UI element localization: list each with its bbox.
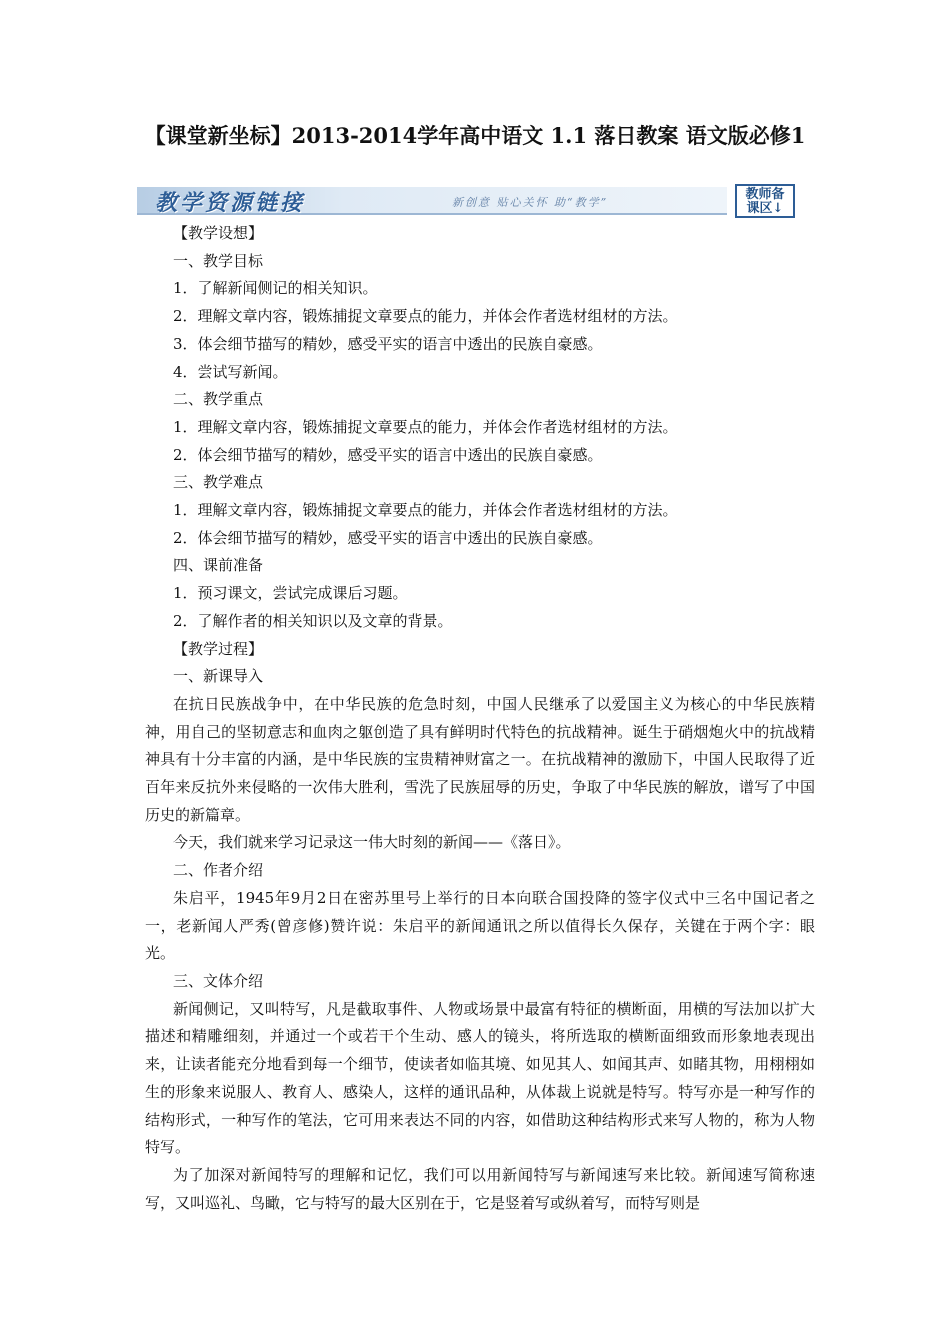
heading-key-points: 二、教学重点	[173, 390, 264, 409]
list-item: 2．理解文章内容，锻炼捕捉文章要点的能力，并体会作者选材组材的方法。	[173, 307, 678, 326]
paragraph-author: 朱启平，1945年9月2日在密苏里号上举行的日本向联合国投降的签字仪式中三名中国记者之一，老新闻人严秀(曾彦修)赞许说：朱启平的新闻通讯之所以值得长久保存，关键在于两个字：眼光。	[145, 888, 815, 963]
paragraph-intro-2: 今天，我们就来学习记录这一伟大时刻的新闻——《落日》。	[173, 833, 571, 852]
heading-author: 二、作者介绍	[173, 861, 264, 880]
paragraph-intro-1: 在抗日民族战争中，在中华民族的危急时刻，中国人民继承了以爱国主义为核心的中华民族精神，用自己的坚韧意志和血肉之躯创造了具有鲜明时代特色的抗战精神。诞生于硝烟炮火中的抗战精神具有十分丰富的内涵，是中华民族的宝贵精神财富之一。在抗战精神的激励下，中国人民取得了近百年来反抗外来侵略的一次伟大胜利，雪洗了民族屈辱的历史，争取了中华民族的解放，谱写了中国历史的新篇章。	[145, 694, 815, 824]
list-item: 1．了解新闻侧记的相关知识。	[173, 279, 378, 298]
teacher-area-badge	[735, 184, 795, 218]
section-header-design: 【教学设想】	[173, 224, 264, 242]
heading-preparation: 四、课前准备	[173, 556, 264, 575]
list-item: 3．体会细节描写的精妙，感受平实的语言中透出的民族自豪感。	[173, 334, 603, 353]
paragraph-genre-2: 为了加深对新闻特写的理解和记忆，我们可以用新闻特写与新闻速写来比较。新闻速写简称速写，又叫巡礼、鸟瞰，它与特写的最大区别在于，它是竖着写或纵着写，而特写则是	[145, 1165, 815, 1212]
heading-genre: 三、文体介绍	[173, 971, 264, 990]
section-header-process: 【教学过程】	[173, 639, 264, 658]
list-item: 1．理解文章内容，锻炼捕捉文章要点的能力，并体会作者选材组材的方法。	[173, 417, 678, 436]
badge-line-2: 课区↓	[746, 201, 784, 216]
banner-title: 教学资源链接	[155, 190, 306, 216]
heading-goals: 一、教学目标	[173, 251, 264, 270]
document-body	[145, 220, 815, 1217]
list-item: 1．预习课文，尝试完成课后习题。	[173, 584, 408, 603]
list-item: 4．尝试写新闻。	[173, 362, 288, 381]
list-item: 2．体会细节描写的精妙，感受平实的语言中透出的民族自豪感。	[173, 528, 603, 547]
document-title: 【课堂新坐标】2013-2014学年高中语文 1.1 落日教案 语文版必修1	[144, 123, 806, 148]
paragraph-genre-1: 新闻侧记，又叫特写，凡是截取事件、人物或场景中最富有特征的横断面，用横的写法加以扩大描述和精雕细刻，并通过一个或若干个生动、感人的镜头，将所选取的横断面细致而形象地表现出来，让读者能充分地看到每一个细节，使读者如临其境、如见其人、如闻其声、如睹其物，用栩栩如生的形象来说服人、教育人、感染人，这样的通讯品种，从体裁上说就是特写。特写亦是一种写作的结构形式，一种写作的笔法，它可用来表达不同的内容，如借助这种结构形式来写人物的，称为人物特写。	[145, 999, 815, 1157]
list-item: 1．理解文章内容，锻炼捕捉文章要点的能力，并体会作者选材组材的方法。	[173, 501, 678, 520]
list-item: 2．了解作者的相关知识以及文章的背景。	[173, 611, 453, 630]
resource-banner	[137, 184, 799, 218]
list-item: 2．体会细节描写的精妙，感受平实的语言中透出的民族自豪感。	[173, 445, 603, 464]
heading-difficulties: 三、教学难点	[173, 473, 264, 492]
badge-line-1: 教师备	[745, 187, 785, 202]
banner-slogan: 新创意 贴心关怀 助“教学”	[452, 196, 609, 209]
heading-introduction: 一、新课导入	[173, 667, 264, 686]
